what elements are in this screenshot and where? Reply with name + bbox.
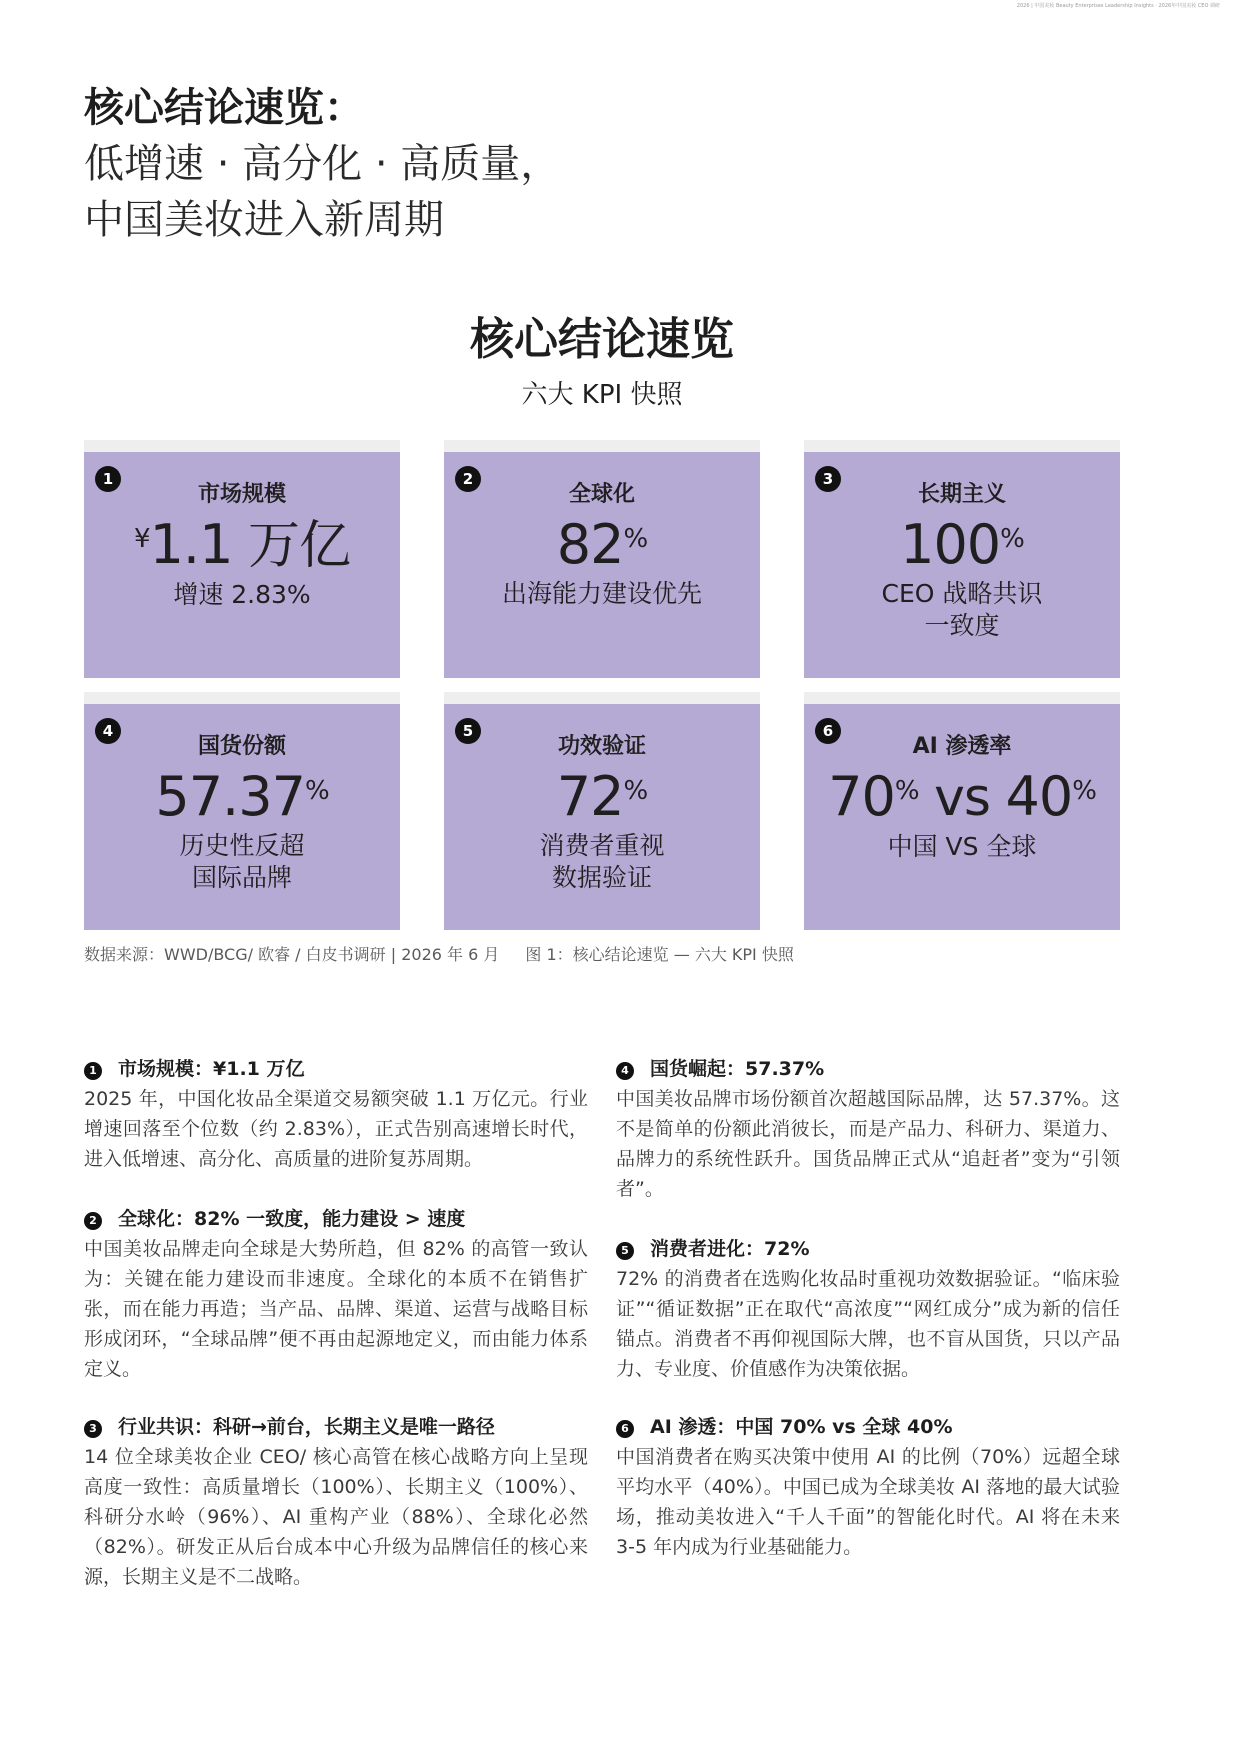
kpi-description: 出海能力建设优先 <box>501 579 702 608</box>
heading-line-1: 核心结论速览： <box>84 85 364 131</box>
kpi-value-global: 40 <box>1005 765 1073 828</box>
kpi-number-badge: 5 <box>455 718 481 744</box>
main-heading <box>84 80 560 248</box>
kpi-card-efficacy <box>444 692 760 930</box>
section-title-text: 全球化：82% 一致度，能力建设 > 速度 <box>118 1208 466 1230</box>
kpi-description <box>804 578 1120 642</box>
data-source: 数据来源：WWD/BCG/ 欧睿 / 白皮书调研 | 2026 年 6 月 <box>84 945 500 964</box>
kpi-label: AI 渗透率 <box>912 734 1012 759</box>
section-market-size <box>84 1054 588 1174</box>
kpi-value-number: 100 <box>900 513 1001 576</box>
section-title-text: 国货崛起：57.37% <box>650 1058 825 1080</box>
figure-title: 核心结论速览 <box>470 314 734 365</box>
section-number-badge: 6 <box>616 1420 634 1438</box>
kpi-description: 增速 2.83% <box>173 580 311 609</box>
kpi-value <box>804 514 1120 576</box>
kpi-percent-sign: % <box>1072 776 1096 806</box>
section-title-text: 市场规模：¥1.1 万亿 <box>118 1058 305 1080</box>
heading-line-3: 中国美妆进入新周期 <box>84 197 444 243</box>
section-number-badge: 2 <box>84 1212 102 1230</box>
kpi-description-line-1: 历史性反超 <box>179 831 305 860</box>
section-body: 72% 的消费者在选购化妆品时重视功效数据验证。“临床验证”“循证数据”正在取代“高浓度”“网红成分”成为新的信任锚点。消费者不再仰视国际大牌，也不盲从国货，只以产品力、专业度、价值感作为决策依据。 <box>616 1268 1120 1380</box>
kpi-label: 市场规模 <box>197 482 286 507</box>
section-ai-penetration <box>616 1412 1120 1562</box>
section-domestic-rise <box>616 1054 1120 1204</box>
kpi-label: 长期主义 <box>917 482 1006 507</box>
kpi-value-unit: 万亿 <box>232 516 350 576</box>
section-body: 2025 年，中国化妆品全渠道交易额突破 1.1 万亿元。行业增速回落至个位数（约 2.83%），正式告别高速增长时代，进入低增速、高分化、高质量的进阶复苏周期。 <box>84 1088 588 1170</box>
figure-caption-row <box>84 942 794 965</box>
kpi-value-number: 72 <box>556 765 624 828</box>
kpi-number-badge: 4 <box>95 718 121 744</box>
kpi-card-market-size <box>84 440 400 678</box>
kpi-percent-sign: % <box>304 776 329 806</box>
section-body: 14 位全球美妆企业 CEO/ 核心高管在核心战略方向上呈现高度一致性：高质量增长（100%）、长期主义（100%）、科研分水岭（96%）、AI 重构产业（88%）、全球化必然（82%）。研发正从后台成本中心升级为品牌信任的核心来源，长期主义是不二战略。 <box>84 1446 588 1588</box>
section-number-badge: 3 <box>84 1420 102 1438</box>
kpi-description-line-2: 数据验证 <box>551 863 652 892</box>
kpi-description <box>444 830 760 894</box>
section-title-text: AI 渗透：中国 70% vs 全球 40% <box>650 1416 953 1438</box>
kpi-description-line-2: 国际品牌 <box>191 863 292 892</box>
section-number-badge: 4 <box>616 1062 634 1080</box>
section-title <box>84 1054 588 1084</box>
section-consumer-evolution <box>616 1234 1120 1384</box>
kpi-percent-sign: % <box>623 524 648 554</box>
kpi-card-ai-penetration <box>804 692 1120 930</box>
kpi-value-number: 82 <box>556 513 624 576</box>
kpi-description-line-2: 一致度 <box>924 611 1000 640</box>
kpi-value <box>804 766 1120 829</box>
section-title <box>616 1234 1120 1264</box>
kpi-card-domestic-share <box>84 692 400 930</box>
kpi-percent-sign: % <box>894 776 919 806</box>
kpi-value-number: 1.1 <box>149 513 233 576</box>
section-industry-consensus <box>84 1412 588 1592</box>
figure-caption: 图 1：核心结论速览 — 六大 KPI 快照 <box>525 945 794 964</box>
section-body: 中国美妆品牌市场份额首次超越国际品牌，达 57.37%。这不是简单的份额此消彼长，而是产品力、科研力、渠道力、品牌力的系统性跃升。国货品牌正式从“追赶者”变为“引领者”。 <box>616 1088 1120 1200</box>
kpi-percent-sign: % <box>623 776 648 806</box>
section-body: 中国消费者在购买决策中使用 AI 的比例（70%）远超全球平均水平（40%）。中国已成为全球美妆 AI 落地的最大试验场，推动美妆进入“千人千面”的智能化时代。AI 将在未来 3-5 年内成为行业基础能力。 <box>616 1446 1120 1558</box>
section-body: 中国美妆品牌走向全球是大势所趋，但 82% 的高管一致认为：关键在能力建设而非速度。全球化的本质不在销售扩张，而在能力再造；当产品、品牌、渠道、运营与战略目标形成闭环，“全球品牌”便不再由起源地定义，而由能力体系定义。 <box>84 1238 588 1380</box>
kpi-currency: ¥ <box>134 524 150 554</box>
figure-subtitle: 六大 KPI 快照 <box>521 380 683 410</box>
kpi-description-line-1: 消费者重视 <box>539 831 665 860</box>
section-number-badge: 1 <box>84 1062 102 1080</box>
kpi-value <box>444 766 760 828</box>
kpi-vs-text: vs <box>934 768 990 828</box>
section-title <box>84 1204 588 1234</box>
kpi-value-china: 70 <box>828 765 895 828</box>
section-globalization <box>84 1204 588 1384</box>
kpi-label: 功效验证 <box>557 734 646 759</box>
kpi-number-badge: 3 <box>815 466 841 492</box>
section-title-text: 消费者进化：72% <box>650 1238 810 1260</box>
kpi-value-number: 57.37 <box>155 765 305 828</box>
section-title-text: 行业共识：科研→前台，长期主义是唯一路径 <box>118 1416 495 1438</box>
kpi-vs <box>919 768 1006 828</box>
kpi-number-badge: 6 <box>815 718 841 744</box>
kpi-number-badge: 2 <box>455 466 481 492</box>
kpi-label: 国货份额 <box>197 734 286 759</box>
section-title <box>616 1054 1120 1084</box>
kpi-description <box>84 830 400 894</box>
kpi-value <box>84 514 400 577</box>
section-title <box>84 1412 588 1442</box>
header-note: 2026 | 中国美妆 Beauty Enterprises Leadership Insights · 2026年中国美妆 CEO 调研 <box>1016 3 1220 9</box>
heading-line-2: 低增速 · 高分化 · 高质量， <box>84 141 561 187</box>
kpi-description-line-1: CEO 战略共识 <box>881 579 1043 608</box>
kpi-number-badge: 1 <box>95 466 121 492</box>
kpi-percent-sign: % <box>1000 524 1024 554</box>
section-title <box>616 1412 1120 1442</box>
kpi-card-long-termism <box>804 440 1120 678</box>
kpi-value <box>444 514 760 576</box>
kpi-card-globalization <box>444 440 760 678</box>
kpi-description: 中国 VS 全球 <box>887 832 1037 861</box>
kpi-label: 全球化 <box>568 482 635 507</box>
kpi-value <box>84 766 400 828</box>
section-number-badge: 5 <box>616 1242 634 1260</box>
